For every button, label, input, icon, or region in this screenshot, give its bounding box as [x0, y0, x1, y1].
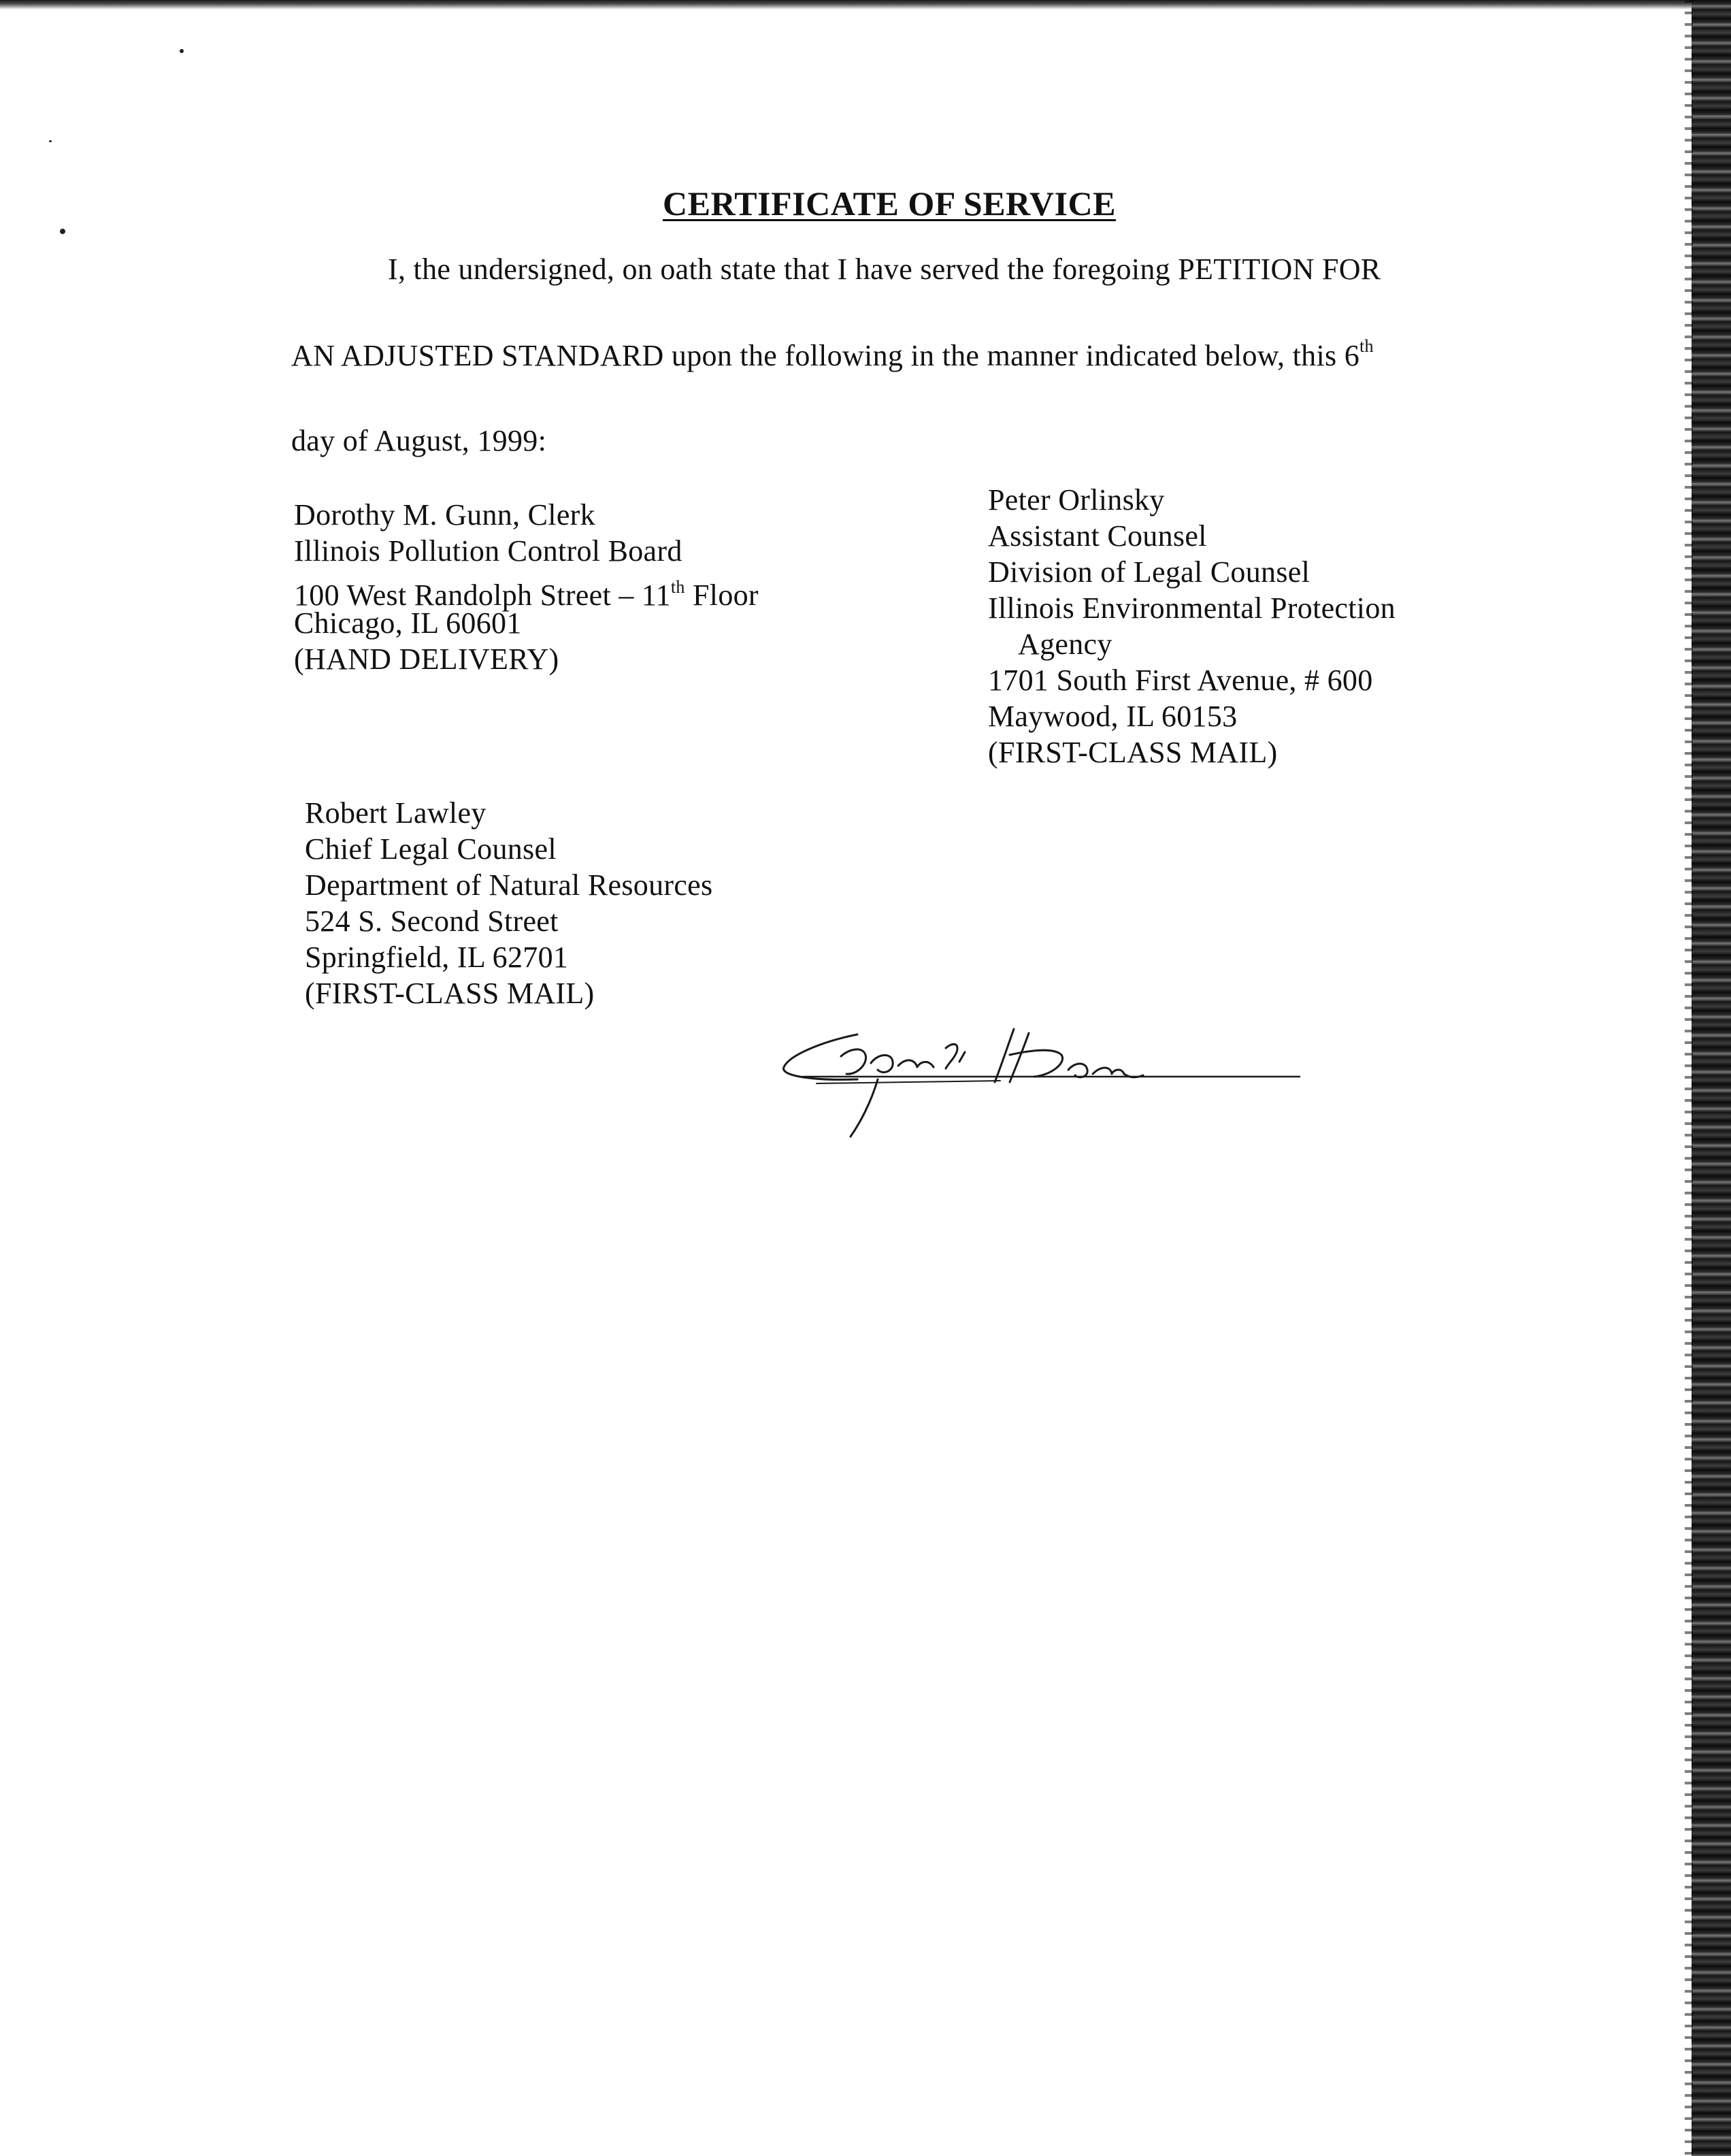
recipient-lawley: [305, 795, 712, 1011]
street-suffix: Floor: [685, 578, 759, 612]
statement-line-1: [388, 252, 1381, 287]
statement-line-3-text: day of August, 1999:: [291, 424, 547, 457]
scan-speck: [49, 140, 52, 142]
scan-edge-right: [1692, 0, 1731, 2156]
street-text: 100 West Randolph Street – 11: [294, 578, 671, 612]
recipient-city: Springfield, IL 62701: [305, 941, 569, 974]
recipient-street: 1701 South First Avenue, # 600: [988, 664, 1373, 697]
statement-line-2-text: AN ADJUSTED STANDARD upon the following in the manner indicated below, this 6: [291, 339, 1359, 372]
certificate-title: CERTIFICATE OF SERVICE: [663, 184, 1116, 223]
recipient-agency-continued: Agency: [1018, 627, 1112, 661]
delivery-method: (FIRST-CLASS MAIL): [988, 736, 1278, 769]
delivery-method: (HAND DELIVERY): [294, 642, 559, 676]
recipient-name: Peter Orlinsky: [988, 483, 1165, 517]
recipient-street: [294, 569, 759, 612]
statement-line-2: [291, 336, 1374, 373]
ordinal-suffix: th: [1359, 336, 1374, 356]
statement-line-1-text: I, the undersigned, on oath state that I have served the foregoing PETITION FOR: [388, 252, 1381, 286]
recipient-organization: Illinois Pollution Control Board: [294, 534, 682, 568]
recipient-orlinsky: [988, 482, 1396, 770]
recipient-agency: Illinois Environmental Protection: [988, 591, 1396, 625]
recipient-title: Chief Legal Counsel: [305, 832, 557, 866]
recipient-title: Assistant Counsel: [988, 519, 1207, 553]
recipient-name: Robert Lawley: [305, 796, 487, 830]
delivery-method: (FIRST-CLASS MAIL): [305, 977, 595, 1010]
scan-edge-top: [0, 0, 1731, 10]
recipient-city: Chicago, IL 60601: [294, 606, 522, 640]
recipient-street: 524 S. Second Street: [305, 904, 559, 938]
recipient-department: Department of Natural Resources: [305, 868, 713, 902]
statement-line-3: [291, 423, 546, 458]
recipient-division: Division of Legal Counsel: [988, 555, 1310, 589]
recipient-name: Dorothy M. Gunn, Clerk: [294, 498, 595, 532]
scan-speck: [180, 49, 184, 53]
signature: [776, 1014, 1306, 1143]
ordinal-suffix: th: [670, 577, 685, 597]
scan-speck: [60, 229, 65, 234]
recipient-city: Maywood, IL 60153: [988, 700, 1238, 733]
recipient-gunn: [294, 497, 759, 677]
